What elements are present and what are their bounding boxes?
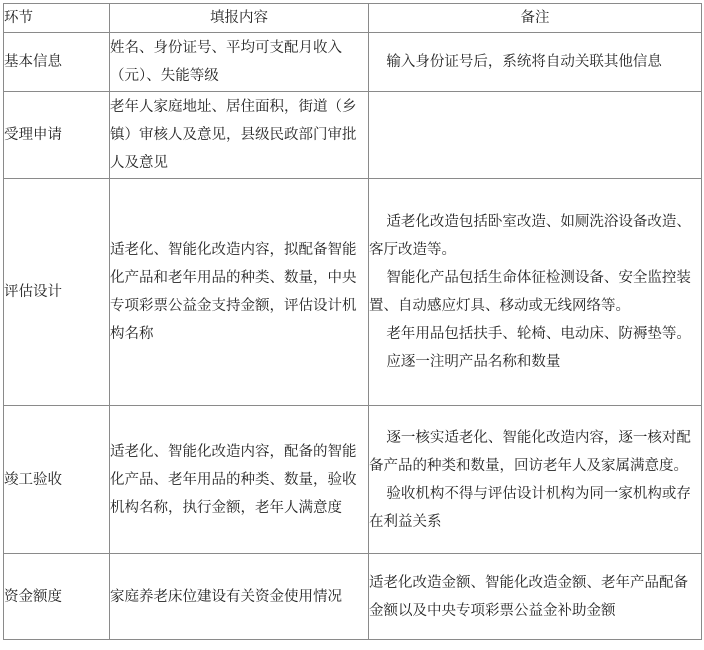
content-cell: 老年人家庭地址、居住面积，街道（乡镇）审核人及意见，县级民政部门审批人及意见 (110, 92, 369, 179)
stage-cell: 竣工验收 (4, 406, 110, 554)
requirements-table (3, 3, 702, 640)
note-paragraph: 逐一核实适老化、智能化改造内容，逐一核对配备产品的种类和数量，回访老年人及家属满意度。 (369, 429, 691, 474)
note-cell (369, 33, 702, 92)
header-stage: 环节 (4, 4, 110, 33)
stage-cell: 受理申请 (4, 92, 110, 179)
header-content: 填报内容 (110, 4, 369, 33)
note-paragraph: 适老化改造金额、智能化改造金额、老年产品配备金额以及中央专项彩票公益金补助金额 (369, 574, 688, 619)
table-row (4, 92, 702, 179)
header-note: 备注 (369, 4, 702, 33)
table-row (4, 33, 702, 92)
note-paragraph: 输入身份证号后，系统将自动关联其他信息 (386, 54, 662, 70)
note-cell (369, 406, 702, 554)
header-row (4, 4, 702, 33)
note-cell (369, 554, 702, 640)
content-cell: 适老化、智能化改造内容，拟配备智能化产品和老年用品的种类、数量，中央专项彩票公益金支持金额，评估设计机构名称 (110, 179, 369, 406)
table-row (4, 554, 702, 640)
stage-cell: 基本信息 (4, 33, 110, 92)
note-cell (369, 179, 702, 406)
stage-cell: 评估设计 (4, 179, 110, 406)
note-paragraph: 验收机构不得与评估设计机构为同一家机构或存在利益关系 (369, 485, 691, 530)
content-cell: 家庭养老床位建设有关资金使用情况 (110, 554, 369, 640)
note-paragraph: 老年用品包括扶手、轮椅、电动床、防褥垫等。 (386, 326, 691, 342)
note-paragraph: 智能化产品包括生命体征检测设备、安全监控装置、自动感应灯具、移动或无线网络等。 (369, 270, 691, 314)
stage-cell: 资金额度 (4, 554, 110, 640)
table-row (4, 179, 702, 406)
content-cell: 适老化、智能化改造内容，配备的智能化产品、老年用品的种类、数量，验收机构名称，执行金额，老年人满意度 (110, 406, 369, 554)
note-cell (369, 92, 702, 179)
note-paragraph: 适老化改造包括卧室改造、如厕洗浴设备改造、客厅改造等。 (369, 214, 691, 258)
table-row (4, 406, 702, 554)
note-paragraph: 应逐一注明产品名称和数量 (386, 354, 561, 370)
content-cell: 姓名、身份证号、平均可支配月收入（元）、失能等级 (110, 33, 369, 92)
